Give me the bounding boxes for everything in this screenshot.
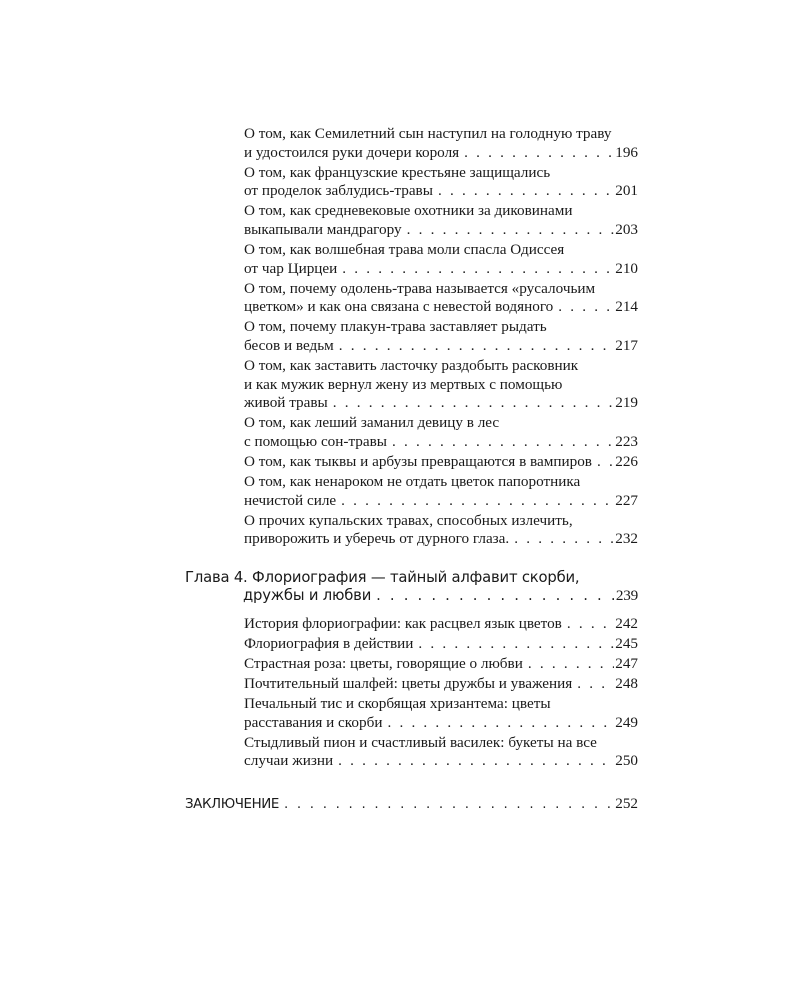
table-of-contents — [0, 125, 800, 814]
toc-entry-title-line: от чар Цирцеи — [244, 259, 338, 277]
dot-leader — [553, 298, 614, 317]
toc-page-number: 214 — [615, 298, 638, 316]
toc-entry-title-line: О том, как волшебная трава моли спасла Одиссея — [244, 241, 565, 259]
toc-entry-title-line: расставания и скорби — [244, 713, 383, 731]
toc-entry — [244, 125, 638, 162]
toc-entry-title-line: О том, как леший заманил девицу в лес — [244, 414, 500, 432]
toc-page-number: 252 — [615, 794, 638, 812]
dot-leader — [387, 433, 614, 452]
dot-leader — [382, 714, 614, 733]
toc-entry-title-line: от проделок заблудись-травы — [244, 182, 433, 200]
toc-entry-title-line: и как мужик вернул жену из мертвых с помощью — [244, 375, 563, 393]
toc-entry — [244, 414, 638, 451]
toc-page-number: 232 — [615, 530, 638, 548]
toc-entry — [185, 795, 638, 815]
toc-entry-title-line: О том, как тыквы и арбузы превращаются в вампиров — [244, 453, 592, 471]
toc-entry-title-line: О том, как заставить ласточку раздобыть расковник — [244, 357, 579, 375]
toc-page-number: 248 — [615, 675, 638, 693]
toc-entry — [244, 655, 638, 674]
dot-leader — [333, 752, 614, 771]
toc-entry-title-line: О том, как Семилетний сын наступил на голодную траву — [244, 125, 612, 142]
toc-entry-title-line: выкапывали мандрагору — [244, 220, 402, 238]
toc-page-number: 239 — [615, 587, 638, 605]
dot-leader — [592, 453, 614, 472]
toc-entry — [244, 318, 638, 355]
dot-leader — [334, 337, 614, 356]
toc-entry-title-line: дружбы и любви — [243, 587, 372, 605]
toc-entry — [244, 241, 638, 278]
toc-entry — [244, 473, 638, 510]
toc-page-number: 249 — [615, 713, 638, 731]
toc-entry — [244, 635, 638, 654]
toc-page-number: 196 — [615, 143, 638, 161]
toc-entry-title-line: Глава 4. Флориография — тайный алфавит скорби, — [185, 568, 580, 586]
chapter-4-entries — [0, 615, 800, 771]
toc-entry-title-line: с помощью сон-травы — [244, 433, 387, 450]
dot-leader — [572, 675, 614, 694]
dot-leader — [459, 144, 614, 163]
toc-entry-title-line: нечистой силе — [244, 491, 337, 509]
toc-page-number: 219 — [615, 394, 638, 412]
toc-entry-title-line: О том, как средневековые охотники за диковинами — [244, 202, 573, 220]
dot-leader — [433, 182, 614, 201]
toc-page-number: 226 — [615, 453, 638, 471]
toc-entry-title-line: и удостоился руки дочери короля — [244, 143, 460, 161]
dot-leader — [336, 492, 614, 511]
dot-leader — [328, 394, 614, 413]
toc-entry-title-line: приворожить и уберечь от дурного глаза. — [244, 530, 510, 548]
toc-page-number: 245 — [615, 634, 638, 652]
toc-entry-title-line: О том, как французские крестьяне защищались — [244, 163, 551, 181]
toc-entry — [244, 164, 638, 201]
dot-leader — [509, 530, 614, 549]
chapter-4-heading — [0, 569, 800, 606]
dot-leader — [279, 796, 614, 815]
toc-entry-title-line: живой травы — [244, 394, 328, 412]
toc-page-number: 250 — [615, 752, 638, 770]
toc-entry-title-line: Страстная роза: цветы, говорящие о любви — [244, 654, 523, 672]
toc-entry — [244, 512, 638, 549]
toc-entry-title-line: Стыдливый пион и счастливый василек: букеты на все — [244, 733, 597, 751]
toc-entry-title-line: О том, как ненароком не отдать цветок папоротника — [244, 473, 581, 491]
toc-page-number: 201 — [615, 182, 638, 200]
toc-entry — [244, 453, 638, 472]
toc-page-number: 227 — [615, 491, 638, 509]
section-3-entries — [0, 125, 800, 549]
conclusion-title: ЗАКЛЮЧЕНИЕ — [185, 796, 279, 812]
toc-entry — [185, 569, 638, 606]
toc-entry — [244, 202, 638, 239]
toc-entry-title-line: Флориография в действии — [244, 634, 414, 652]
toc-entry — [244, 615, 638, 634]
toc-entry-title-line: бесов и ведьм — [244, 337, 334, 355]
dot-leader — [562, 615, 614, 634]
dot-leader — [413, 635, 614, 654]
dot-leader — [371, 587, 614, 606]
conclusion-entry — [0, 795, 800, 815]
toc-entry-title-line: История флориографии: как расцвел язык цветов — [244, 614, 562, 632]
toc-entry-title-line: цветком» и как она связана с невестой водяного — [244, 298, 554, 316]
toc-page-number: 203 — [615, 220, 638, 238]
toc-page-number: 210 — [615, 259, 638, 277]
dot-leader — [402, 221, 614, 240]
toc-page-number: 242 — [615, 614, 638, 632]
toc-entry-title-line: О том, почему плакун-трава заставляет рыдать — [244, 318, 547, 336]
toc-entry-title-line: О том, почему одолень-трава называется «русалочьим — [244, 279, 596, 297]
toc-entry-title-line: случаи жизни — [244, 752, 334, 770]
toc-entry — [244, 734, 638, 771]
toc-entry — [244, 695, 638, 732]
toc-page-number: 217 — [615, 337, 638, 355]
toc-entry-title-line: Почтительный шалфей: цветы дружбы и уважения — [244, 675, 573, 693]
toc-entry-title-line: О прочих купальских травах, способных излечить, — [244, 511, 573, 529]
toc-entry — [244, 357, 638, 413]
toc-entry-title-line: Печальный тис и скорбящая хризантема: цветы — [244, 695, 551, 713]
dot-leader — [337, 260, 614, 279]
toc-page-number: 223 — [615, 433, 638, 450]
toc-page-number: 247 — [615, 654, 638, 672]
toc-entry — [244, 675, 638, 694]
dot-leader — [523, 655, 614, 674]
toc-entry — [244, 280, 638, 317]
